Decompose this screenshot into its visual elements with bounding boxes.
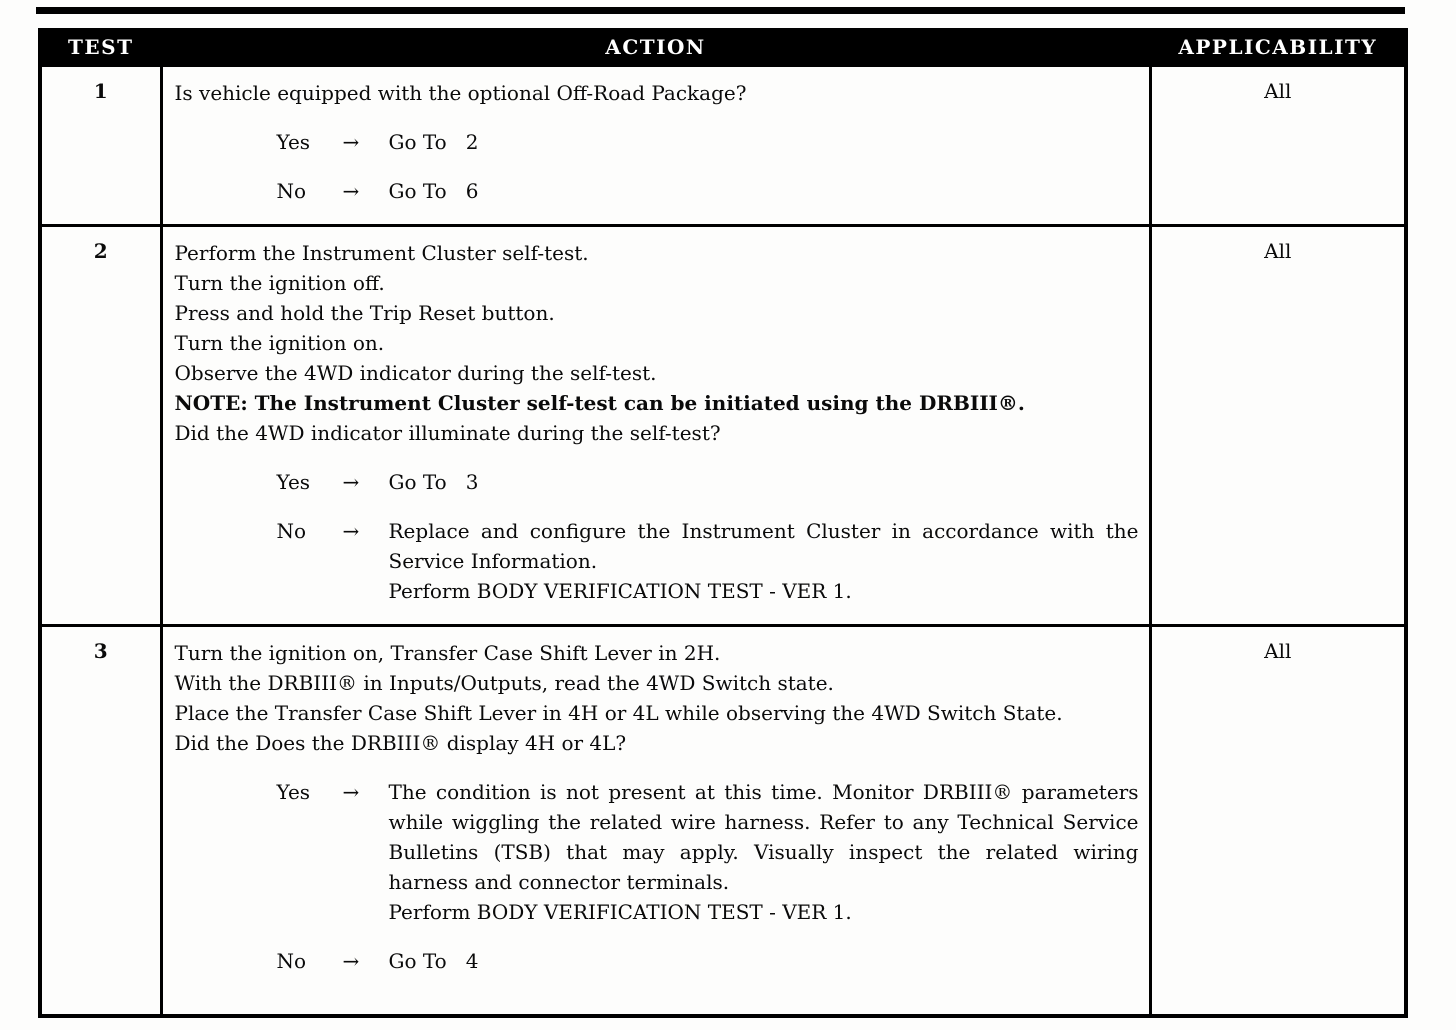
action-line: Place the Transfer Case Shift Lever in 4H or 4L while observing the 4WD Switch State.	[174, 701, 1063, 725]
applicability-cell: All	[1150, 66, 1406, 226]
right-arrow-icon: →	[342, 780, 360, 804]
header-applicability: APPLICABILITY	[1150, 30, 1406, 66]
action-line: Did the 4WD indicator illuminate during the self-test?	[174, 421, 721, 445]
applicability-cell: All	[1150, 226, 1406, 626]
action-cell	[161, 66, 1150, 226]
test-number-cell: 2	[40, 226, 161, 626]
answer-result	[388, 777, 1145, 927]
procedure-table	[38, 28, 1408, 1018]
top-rule-divider	[36, 7, 1405, 14]
action-cell	[161, 226, 1150, 626]
table-row	[40, 226, 1406, 626]
action-line: NOTE: The Instrument Cluster self-test can be initiated using the DRBIII®.	[174, 391, 1025, 415]
answer-label: Yes	[276, 470, 311, 494]
action-line: With the DRBIII® in Inputs/Outputs, read the 4WD Switch state.	[174, 671, 834, 695]
header-row	[40, 30, 1406, 66]
answer-row	[175, 777, 1145, 927]
table-body	[40, 66, 1406, 1016]
answer-row	[175, 467, 1139, 497]
header-action: ACTION	[161, 30, 1150, 66]
result-line: Go To 2	[388, 130, 479, 154]
result-line: Perform BODY VERIFICATION TEST - VER 1.	[388, 900, 852, 924]
answer-result	[389, 467, 1139, 497]
action-cell	[161, 626, 1150, 1016]
answer-label: Yes	[276, 130, 311, 154]
right-arrow-icon: →	[342, 949, 360, 973]
test-number-cell: 1	[40, 66, 161, 226]
table-row	[40, 626, 1406, 1016]
answer-row	[175, 516, 1145, 606]
table-header	[40, 30, 1406, 66]
action-line: Did the Does the DRBIII® display 4H or 4L?	[174, 731, 627, 755]
result-line: Go To 6	[388, 179, 479, 203]
action-line: Perform the Instrument Cluster self-test.	[174, 241, 589, 265]
right-arrow-icon: →	[342, 519, 360, 543]
answer-label: No	[276, 949, 307, 973]
action-line: Turn the ignition on, Transfer Case Shift Lever in 2H.	[174, 641, 721, 665]
answer-row	[175, 127, 1139, 157]
answer-row	[175, 946, 1139, 976]
test-number-cell: 3	[40, 626, 161, 1016]
action-line: Observe the 4WD indicator during the self-test.	[174, 361, 657, 385]
answer-result	[389, 176, 1139, 206]
result-line: Go To 4	[388, 949, 479, 973]
right-arrow-icon: →	[342, 470, 360, 494]
result-line: Go To 3	[388, 470, 479, 494]
result-line: Replace and configure the Instrument Cluster in accordance with the Service Information.	[388, 519, 1145, 573]
answer-row	[175, 176, 1139, 206]
action-line: Press and hold the Trip Reset button.	[174, 301, 555, 325]
answer-label: No	[276, 519, 307, 543]
action-line: Turn the ignition off.	[174, 271, 385, 295]
answer-label: Yes	[276, 780, 311, 804]
header-test: TEST	[40, 30, 161, 66]
right-arrow-icon: →	[342, 130, 360, 154]
result-line: The condition is not present at this time. Monitor DRBIII® parameters while wiggling the related wire harness. Refer to any Technical Service Bulletins (TSB) that may apply. Visually inspect the related wiring harness and connector terminals.	[388, 780, 1145, 894]
answer-result	[389, 946, 1139, 976]
result-line: Perform BODY VERIFICATION TEST - VER 1.	[388, 579, 852, 603]
answer-result	[389, 127, 1139, 157]
answer-label: No	[276, 179, 307, 203]
answer-result	[388, 516, 1145, 606]
right-arrow-icon: →	[342, 179, 360, 203]
action-line: Is vehicle equipped with the optional Off-Road Package?	[174, 81, 747, 105]
table-row	[40, 66, 1406, 226]
applicability-cell: All	[1150, 626, 1406, 1016]
action-line: Turn the ignition on.	[174, 331, 385, 355]
